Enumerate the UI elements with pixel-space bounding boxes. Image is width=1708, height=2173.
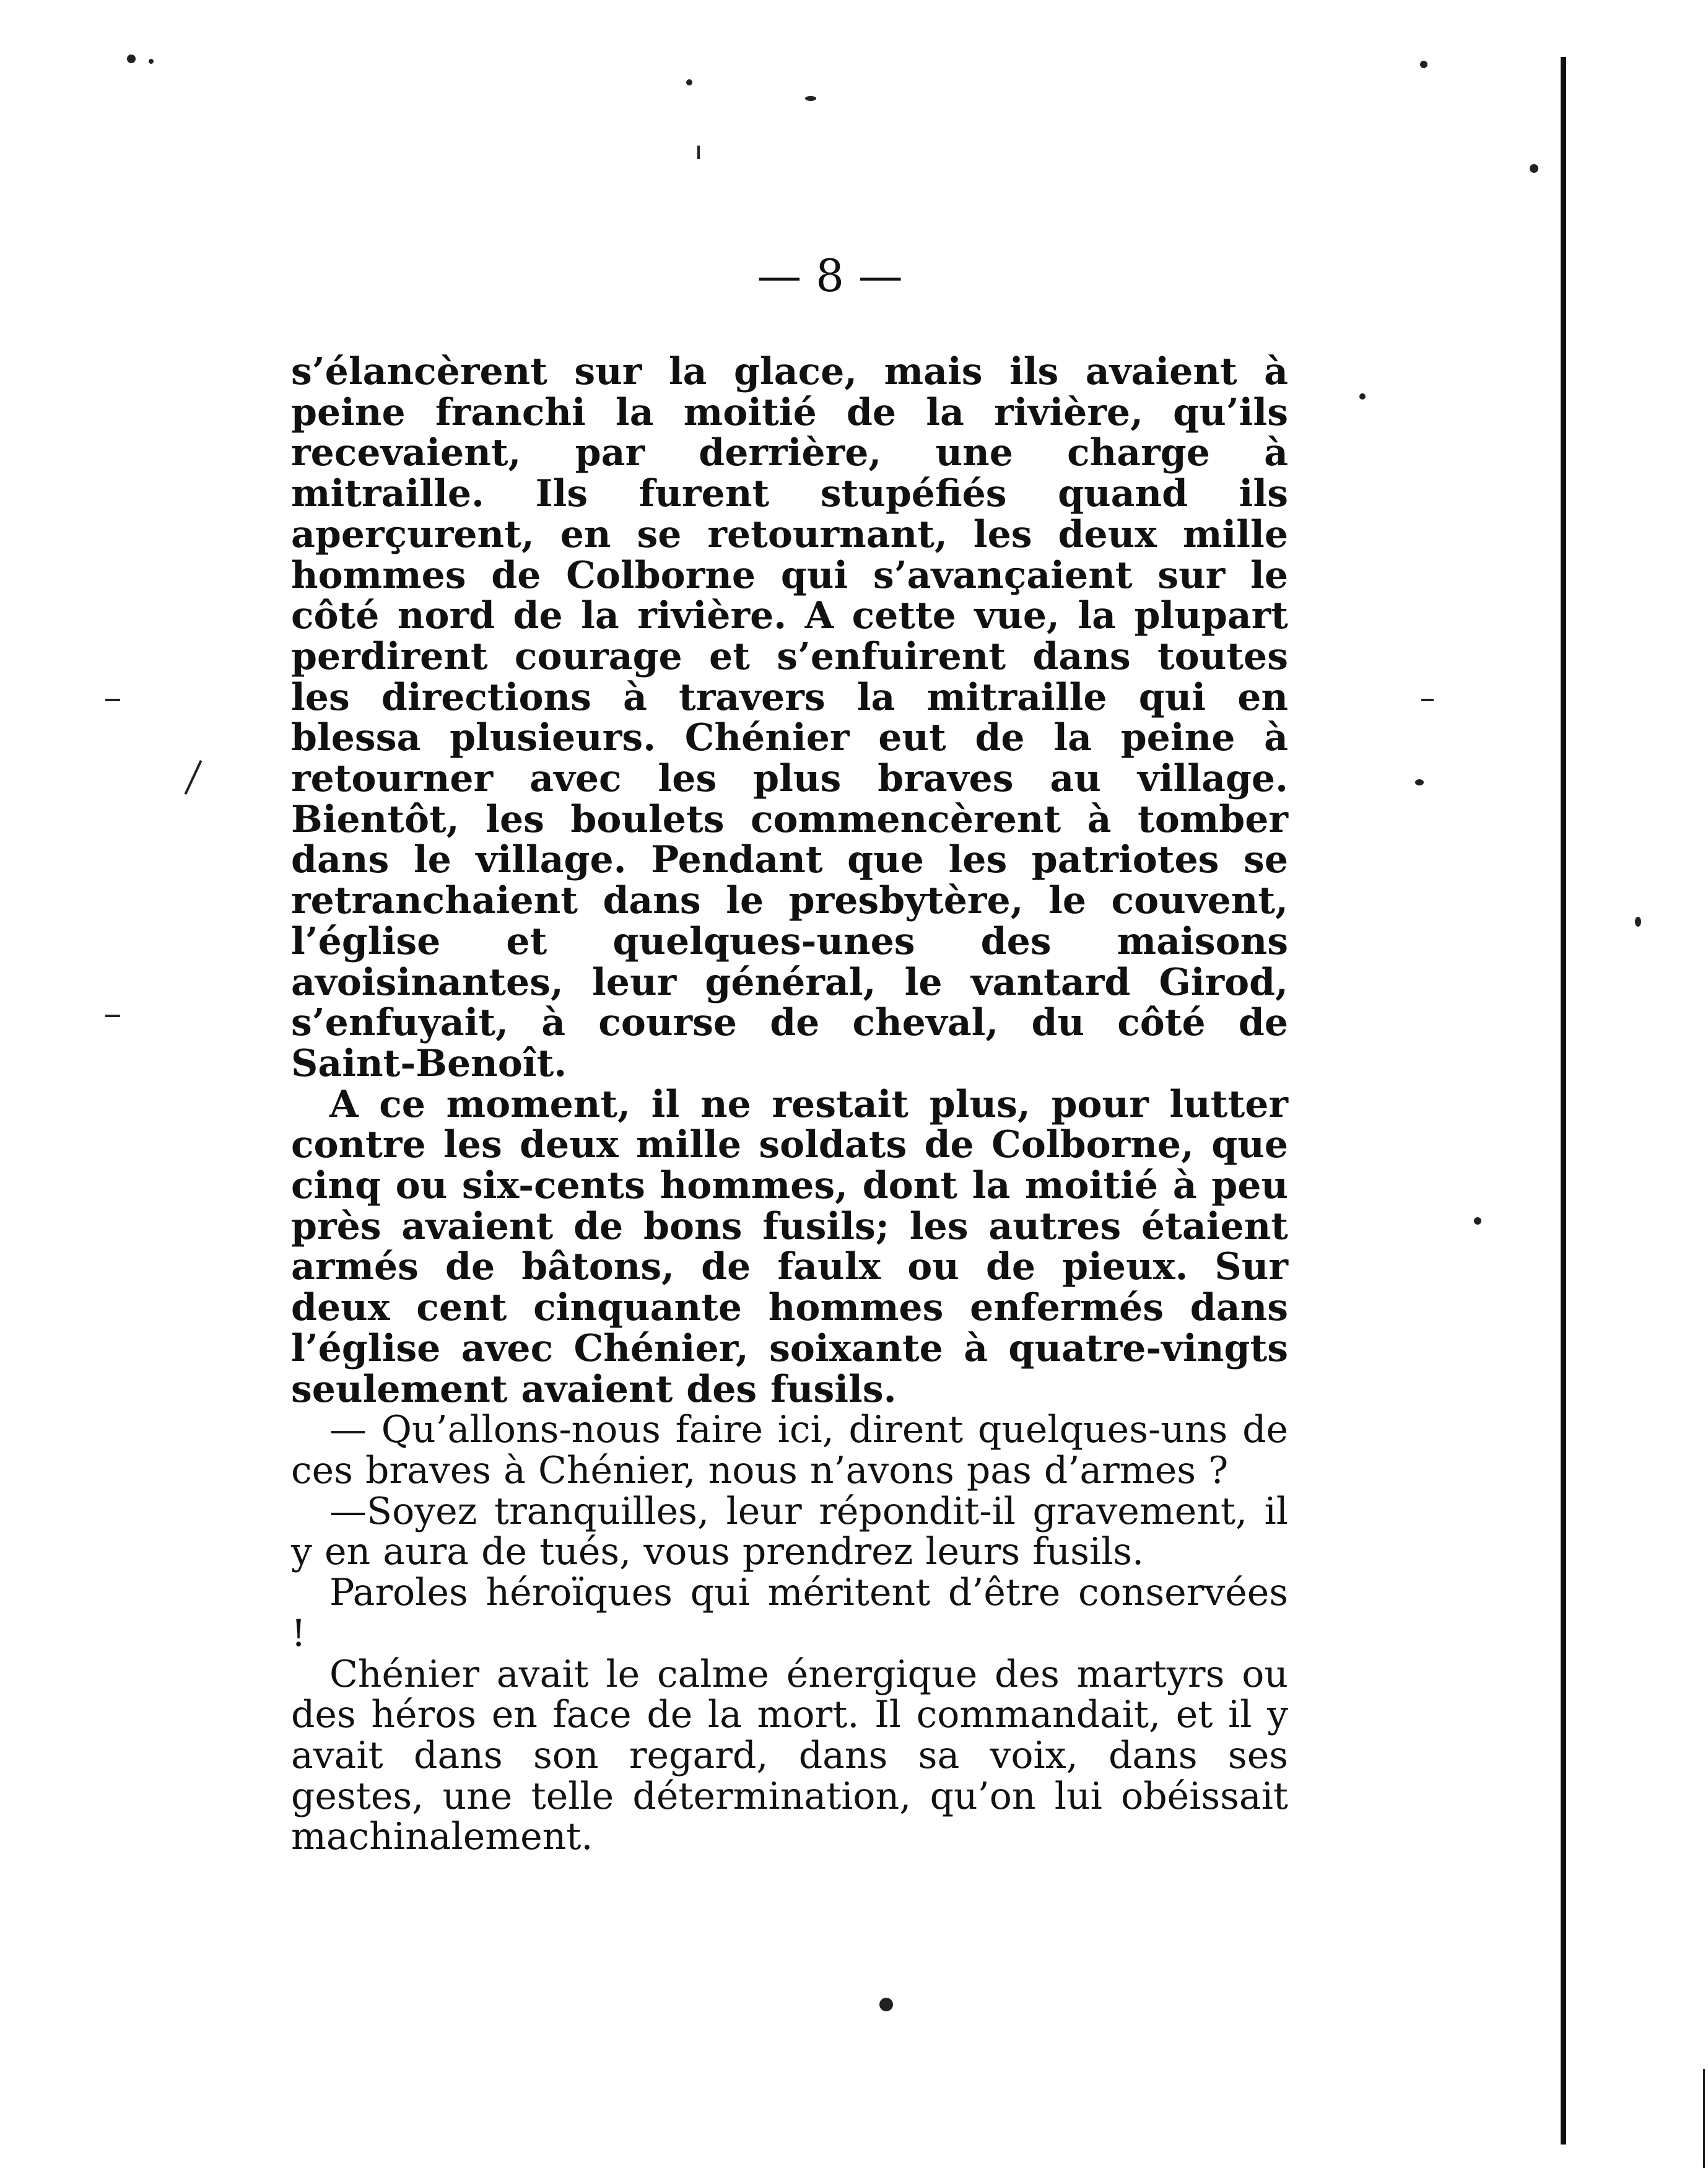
scan-mark <box>1421 699 1434 701</box>
scan-speck <box>879 1998 893 2011</box>
paragraph-5: Paroles héroïques qui méritent d’être conservées ! <box>291 1571 1288 1655</box>
page-number: — 8 — <box>757 250 903 302</box>
body-text <box>291 352 1288 1858</box>
scan-speck <box>1415 779 1424 785</box>
paragraph-4: —Soyez tranquilles, leur répondit-il gravement, il y en aura de tués, vous prendrez leurs fusils. <box>291 1489 1288 1574</box>
scan-speck <box>127 55 136 63</box>
scan-mark <box>697 146 700 159</box>
scan-mark <box>105 699 120 701</box>
scan-speck <box>1530 164 1538 173</box>
scan-mark <box>105 1015 120 1017</box>
paragraph-6: Chénier avait le calme énergique des martyrs ou des héros en face de la mort. Il commandait, et il y avait dans son regard, dans sa voix, dans ses gestes, une telle détermination, qu’on lui obéissait machinalement. <box>291 1652 1288 1859</box>
scan-speck <box>149 59 154 64</box>
paragraph-1: s’élancèrent sur la glace, mais ils avaient à peine franchi la moitié de la rivière, qu’ils recevaient, par derrière, une charge à mitraille. Ils furent stupéfiés quand ils aperçurent, en se retournant, les deux mille hommes de Colborne qui s’avançaient sur le côté nord de la rivière. A cette vue, la plupart perdirent courage et s’enfuirent dans toutes les directions à travers la mitraille qui en blessa plusieurs. Chénier eut de la peine à retourner avec les plus braves au village. Bientôt, les boulets commencèrent à tomber dans le village. Pendant que les patriotes se retranchaient dans le presbytère, le couvent, l’église et quelques-unes des maisons avoisinantes, leur général, le vantard Girod, s’enfuyait, à course de cheval, du côté de Saint-Benoît. <box>291 350 1288 1085</box>
scan-speck <box>1474 1217 1481 1225</box>
page-edge-rule-secondary <box>1703 2069 1705 2168</box>
scan-speck <box>1359 393 1366 400</box>
paragraph-2: A ce moment, il ne restait plus, pour lutter contre les deux mille soldats de Colborne, que cinq ou six-cents hommes, dont la moitié à peu près avaient de bons fusils; les autres étaient armés de bâtons, de faulx ou de pieux. Sur deux cent cinquante hommes enfermés dans l’église avec Chénier, soixante à quatre-vingts seulement avaient des fusils. <box>291 1082 1288 1411</box>
scan-speck <box>1420 61 1427 68</box>
paragraph-3: — Qu’allons-nous faire ici, dirent quelques-uns de ces braves à Chénier, nous n’avons pas d’armes ? <box>291 1408 1288 1492</box>
scan-speck <box>805 96 816 101</box>
scan-speck <box>686 79 692 85</box>
page-edge-rule <box>1561 57 1566 2145</box>
scan-mark <box>185 760 203 795</box>
scan-speck <box>1635 917 1641 927</box>
